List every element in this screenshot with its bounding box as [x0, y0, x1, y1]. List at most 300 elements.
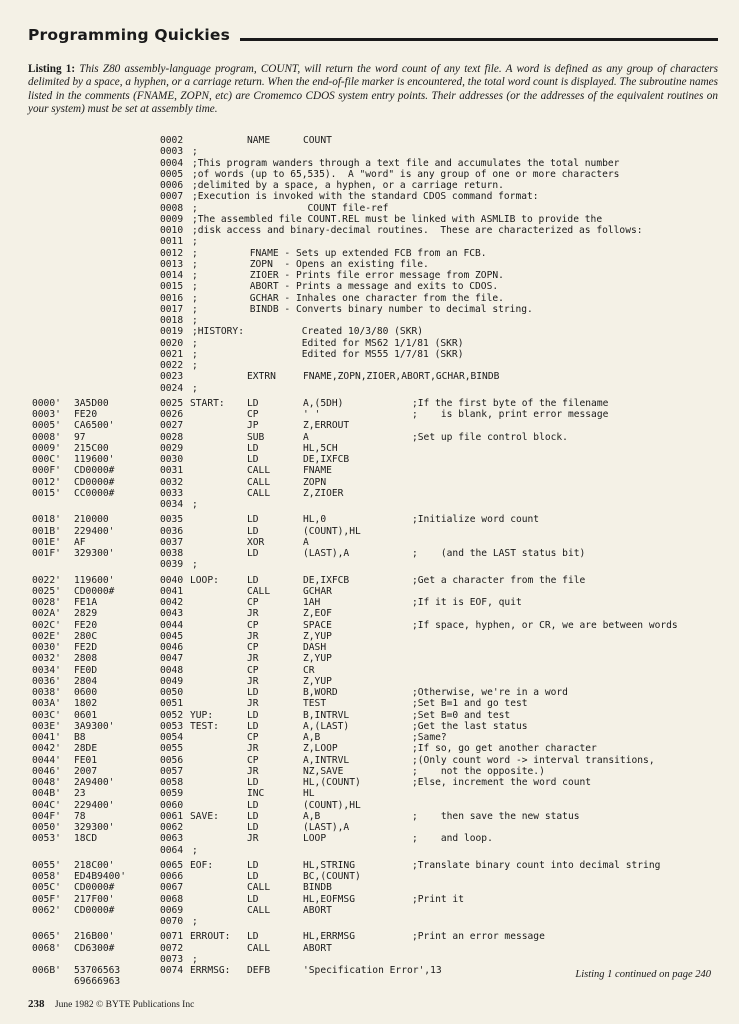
operand-col: ABORT: [303, 942, 332, 954]
address-col: 0036': [32, 675, 61, 687]
operand-col: Z,YUP: [303, 630, 332, 642]
operand-col: A: [303, 536, 309, 548]
opcode-col: CALL: [247, 942, 271, 954]
line-number-col: 0016: [160, 292, 184, 304]
caption-text: This Z80 assembly-language program, COUNT, will return the word count of any text file. A word is defined as any group of characters delimited by a space, a hyphen, or a carriage return. When the end-of-file marker is encountered, the total word count is displayed. The subroutine names listed in the comments (FNAME, ZOPN, etc) are Cromemco CDOS system entry points. Their addresses (or the addresses of the equivalent routines on your system) must be set at assembly time.: [28, 63, 719, 115]
address-col: 0018': [32, 514, 61, 526]
opcode-col: LD: [247, 454, 259, 465]
line-number-col: 0046: [160, 642, 184, 653]
address-col: 0038': [32, 687, 61, 698]
line-number-col: 0002: [160, 135, 184, 146]
comment-col: ;Print it: [412, 893, 464, 905]
comment-col: ;If the first byte of the filename: [412, 397, 609, 409]
code-line: [0, 882, 739, 893]
label-col: ERROUT:: [190, 931, 231, 943]
code-line: [0, 349, 739, 360]
address-col: 0058': [32, 871, 61, 882]
comment-col: ;If so, go get another character: [412, 743, 597, 755]
operand-col: HL,5CH: [303, 442, 338, 454]
opcode-col: LD: [247, 777, 259, 788]
comment-col: ; not the opposite.): [412, 765, 545, 777]
comment-line: ;HISTORY: Created 10/3/80 (SKR): [192, 326, 424, 338]
operand-col: SPACE: [303, 619, 332, 631]
line-number-col: 0052: [160, 709, 184, 721]
address-col: 0050': [32, 822, 61, 833]
operand-col: DASH: [303, 642, 327, 653]
comment-col: ;Get a character from the file: [412, 574, 586, 586]
address-col: 0003': [32, 409, 61, 420]
object-code-col: 3A9300': [74, 720, 115, 732]
opcode-col: LD: [247, 893, 259, 905]
line-number-col: 0013: [160, 258, 184, 270]
line-number-col: 0015: [160, 281, 184, 293]
line-number-col: 0041: [160, 585, 184, 597]
code-line: [0, 514, 739, 525]
operand-col: HL,(COUNT): [303, 777, 361, 788]
line-number-col: 0071: [160, 931, 184, 943]
address-col: 0015': [32, 487, 61, 499]
object-code-col: 218C00': [74, 859, 115, 871]
address-col: 0053': [32, 833, 61, 845]
line-number-col: 0032: [160, 476, 184, 488]
comment-line: ; FNAME - Sets up extended FCB from an FCB.: [192, 247, 487, 259]
code-line: [0, 270, 739, 281]
code-line: [0, 822, 739, 833]
opcode-col: LD: [247, 709, 259, 721]
code-line: [0, 203, 739, 214]
opcode-col: JR: [247, 653, 259, 665]
address-col: 0028': [32, 597, 61, 608]
address-col: 0022': [32, 574, 61, 586]
comment-line: ;: [192, 916, 198, 927]
address-col: 0034': [32, 664, 61, 676]
line-number-col: 0074: [160, 965, 184, 976]
operand-col: HL,STRING: [303, 859, 355, 871]
line-number-col: 0020: [160, 337, 184, 349]
operand-col: A,B: [303, 732, 321, 743]
code-line: [0, 548, 739, 559]
opcode-col: JR: [247, 608, 259, 620]
line-number-col: 0047: [160, 653, 184, 665]
comment-line: ;Execution is invoked with the standard CDOS command format:: [192, 191, 539, 203]
line-number-col: 0062: [160, 822, 184, 833]
line-number-col: 0017: [160, 303, 184, 315]
address-col: 0000': [32, 397, 61, 409]
comment-line: ; Edited for MS55 1/7/81 (SKR): [192, 348, 464, 360]
line-number-col: 0044: [160, 619, 184, 631]
label-col: SAVE:: [190, 810, 219, 822]
comment-line: ;: [192, 953, 198, 965]
address-col: 0012': [32, 476, 61, 488]
opcode-col: CP: [247, 409, 259, 420]
code-line: [0, 135, 739, 146]
opcode-col: JR: [247, 675, 259, 687]
address-col: 001B': [32, 525, 61, 537]
address-col: 0046': [32, 765, 61, 777]
line-number-col: 0063: [160, 833, 184, 845]
opcode-col: JR: [247, 765, 259, 777]
opcode-col: JR: [247, 743, 259, 755]
opcode-col: CALL: [247, 487, 271, 499]
comment-line: ;The assembled file COUNT.REL must be linked with ASMLIB to provide the: [192, 213, 603, 225]
comment-line: ;This program wanders through a text file and accumulates the total number: [192, 157, 620, 169]
line-number-col: 0027: [160, 420, 184, 432]
line-number-col: 0026: [160, 409, 184, 420]
address-col: 005F': [32, 893, 61, 905]
operand-col: ZOPN: [303, 476, 327, 488]
code-line: [0, 169, 739, 180]
opcode-col: LD: [247, 871, 259, 882]
opcode-col: LD: [247, 810, 259, 822]
object-code-col: 3A5D00: [74, 397, 109, 409]
operand-col: (COUNT),HL: [303, 525, 361, 537]
comment-col: ;Set up file control block.: [412, 431, 568, 443]
comment-line: ; GCHAR - Inhales one character from the file.: [192, 292, 504, 304]
operand-col: HL: [303, 788, 315, 800]
address-col: 0042': [32, 743, 61, 755]
object-code-col: FE1A: [74, 597, 98, 608]
address-col: 0025': [32, 585, 61, 597]
object-code-col: CD0000#: [74, 882, 115, 894]
code-line: [0, 146, 739, 157]
line-number-col: 0065: [160, 859, 184, 871]
operand-col: DE,IXFCB: [303, 454, 350, 465]
code-line: [0, 214, 739, 225]
operand-col: A,B: [303, 810, 321, 822]
object-code-col: 78: [74, 810, 86, 822]
line-number-col: 0058: [160, 777, 184, 788]
comment-line: ;delimited by a space, a hyphen, or a carriage return.: [192, 180, 504, 191]
operand-col: NZ,SAVE: [303, 765, 344, 777]
comment-col: ;Else, increment the word count: [412, 777, 592, 788]
address-col: 003C': [32, 709, 61, 721]
address-col: 004B': [32, 788, 61, 800]
comment-line: ;disk access and binary-decimal routines. These are characterized as follows:: [192, 225, 643, 236]
code-line: [0, 360, 739, 371]
opcode-col: LD: [247, 397, 259, 409]
code-line: [0, 833, 739, 844]
opcode-col: CALL: [247, 465, 271, 477]
code-line: [0, 931, 739, 942]
line-number-col: 0033: [160, 487, 184, 499]
comment-line: ;: [192, 499, 198, 510]
operand-col: B,WORD: [303, 687, 338, 698]
code-line: [0, 620, 739, 631]
line-number-col: 0012: [160, 247, 184, 259]
comment-line: ;: [192, 382, 198, 394]
opcode-col: LD: [247, 822, 259, 833]
opcode-col: CP: [247, 664, 259, 676]
opcode-col: CP: [247, 754, 259, 766]
code-line: [0, 698, 739, 709]
code-line: [0, 631, 739, 642]
code-line: [0, 894, 739, 905]
object-code-col: CA6500': [74, 420, 115, 432]
address-col: 004F': [32, 810, 61, 822]
address-col: 0048': [32, 777, 61, 788]
opcode-col: CP: [247, 732, 259, 743]
line-number-col: 0069: [160, 904, 184, 916]
line-number-col: 0037: [160, 536, 184, 548]
line-number-col: 0042: [160, 597, 184, 608]
comment-col: ;If space, hyphen, or CR, we are between words: [412, 619, 678, 631]
line-number-col: 0036: [160, 525, 184, 537]
line-number-col: 0006: [160, 180, 184, 191]
code-line: [0, 676, 739, 687]
address-col: 004C': [32, 799, 61, 811]
object-code-col: 69666963: [74, 976, 121, 988]
line-number-col: 0018: [160, 315, 184, 326]
opcode-col: CALL: [247, 904, 271, 916]
object-code-col: 2007: [74, 765, 98, 777]
line-number-col: 0009: [160, 213, 184, 225]
label-col: YUP:: [190, 709, 214, 721]
line-number-col: 0028: [160, 431, 184, 443]
operand-col: ' ': [303, 409, 321, 420]
opcode-col: LD: [247, 931, 259, 943]
line-number-col: 0059: [160, 788, 184, 800]
comment-line: ; COUNT file-ref: [192, 202, 389, 214]
operand-col: 'Specification Error',13: [303, 965, 442, 976]
code-line: [0, 326, 739, 337]
opcode-col: XOR: [247, 536, 265, 548]
address-col: 0009': [32, 442, 61, 454]
line-number-col: 0035: [160, 514, 184, 526]
opcode-col: LD: [247, 720, 259, 732]
comment-col: ; and loop.: [412, 833, 493, 845]
line-number-col: 0024: [160, 382, 184, 394]
address-col: 002E': [32, 630, 61, 642]
object-code-col: 0600: [74, 687, 98, 698]
operand-col: Z,ZIOER: [303, 487, 344, 499]
object-code-col: CD0000#: [74, 585, 115, 597]
object-code-col: 329300': [74, 548, 115, 559]
code-line: [0, 537, 739, 548]
code-line: [0, 653, 739, 664]
opcode-col: JR: [247, 698, 259, 710]
code-line: [0, 586, 739, 597]
code-line: [0, 954, 739, 965]
code-line: [0, 383, 739, 394]
object-code-col: 229400': [74, 525, 115, 537]
comment-line: ;: [192, 315, 198, 326]
opcode-col: DEFB: [247, 965, 271, 976]
comment-line: ; ZIOER - Prints file error message from ZOPN.: [192, 270, 504, 281]
opcode-col: EXTRN: [247, 371, 276, 383]
line-number-col: 0066: [160, 871, 184, 882]
code-line: [0, 642, 739, 653]
code-line: [0, 315, 739, 326]
object-code-col: 210000: [74, 514, 109, 526]
opcode-col: CALL: [247, 882, 271, 894]
address-col: 0055': [32, 859, 61, 871]
comment-col: ;Translate binary count into decimal string: [412, 859, 661, 871]
label-col: LOOP:: [190, 574, 219, 586]
line-number-col: 0025: [160, 397, 184, 409]
object-code-col: 2804: [74, 675, 98, 687]
opcode-col: LD: [247, 574, 259, 586]
object-code-col: CC0000#: [74, 487, 115, 499]
object-code-col: FE20: [74, 409, 98, 420]
object-code-col: 28DE: [74, 743, 98, 755]
object-code-col: AF: [74, 536, 86, 548]
object-code-col: B8: [74, 732, 86, 743]
line-number-col: 0056: [160, 754, 184, 766]
object-code-col: 0601: [74, 709, 98, 721]
comment-line: ;: [192, 844, 198, 856]
address-col: 003E': [32, 720, 61, 732]
code-line: [0, 293, 739, 304]
object-code-col: 2829: [74, 608, 98, 620]
code-line: [0, 248, 739, 259]
code-line: [0, 665, 739, 676]
line-number-col: 0008: [160, 202, 184, 214]
opcode-col: LD: [247, 548, 259, 559]
operand-col: A,(LAST): [303, 720, 350, 732]
operand-col: GCHAR: [303, 585, 332, 597]
code-line: [0, 860, 739, 871]
line-number-col: 0022: [160, 360, 184, 371]
operand-col: (LAST),A: [303, 822, 350, 833]
opcode-col: INC: [247, 788, 265, 800]
line-number-col: 0040: [160, 574, 184, 586]
operand-col: Z,LOOP: [303, 743, 338, 755]
line-number-col: 0038: [160, 548, 184, 559]
operand-col: HL,ERRMSG: [303, 931, 355, 943]
code-line: [0, 465, 739, 476]
object-code-col: 217F00': [74, 893, 115, 905]
line-number-col: 0072: [160, 942, 184, 954]
code-line: [0, 916, 739, 927]
address-col: 002A': [32, 608, 61, 620]
code-line: [0, 788, 739, 799]
code-line: [0, 371, 739, 382]
address-col: 0005': [32, 420, 61, 432]
caption-label: Listing 1:: [28, 63, 76, 75]
opcode-col: CP: [247, 619, 259, 631]
comment-line: ; ZOPN - Opens an existing file.: [192, 258, 429, 270]
opcode-col: JR: [247, 630, 259, 642]
operand-col: TEST: [303, 698, 327, 710]
object-code-col: FE0D: [74, 664, 98, 676]
opcode-col: JR: [247, 833, 259, 845]
code-line: [0, 777, 739, 788]
code-line: [0, 811, 739, 822]
object-code-col: 280C: [74, 630, 98, 642]
code-line: [0, 191, 739, 202]
line-number-col: 0051: [160, 698, 184, 710]
line-number-col: 0014: [160, 270, 184, 281]
line-number-col: 0053: [160, 720, 184, 732]
line-number-col: 0034: [160, 499, 184, 510]
code-line: [0, 409, 739, 420]
opcode-col: CP: [247, 597, 259, 608]
code-line: [0, 575, 739, 586]
comment-col: ; then save the new status: [412, 810, 580, 822]
address-col: 0068': [32, 942, 61, 954]
operand-col: HL,EOFMSG: [303, 893, 355, 905]
line-number-col: 0061: [160, 810, 184, 822]
code-line: [0, 398, 739, 409]
code-line: [0, 526, 739, 537]
comment-col: ;Set B=1 and go test: [412, 698, 528, 710]
object-code-col: 23: [74, 788, 86, 800]
comment-col: ;If it is EOF, quit: [412, 597, 522, 608]
operand-col: FNAME: [303, 465, 332, 477]
comment-line: ;of words (up to 65,535). A "word" is any group of one or more characters: [192, 168, 620, 180]
header-rule: [240, 38, 718, 41]
object-code-col: CD0000#: [74, 476, 115, 488]
code-line: [0, 755, 739, 766]
line-number-col: 0039: [160, 559, 184, 571]
code-line: [0, 687, 739, 698]
code-line: [0, 338, 739, 349]
operand-col: HL,0: [303, 514, 327, 526]
line-number-col: 0023: [160, 371, 184, 383]
comment-line: ; ABORT - Prints a message and exits to CDOS.: [192, 281, 499, 293]
code-line: [0, 432, 739, 443]
comment-col: ; (and the LAST status bit): [412, 548, 586, 559]
operand-col: Z,ERROUT: [303, 420, 350, 432]
code-line: [0, 477, 739, 488]
line-number-col: 0045: [160, 630, 184, 642]
line-number-col: 0048: [160, 664, 184, 676]
code-line: [0, 845, 739, 856]
address-col: 003A': [32, 698, 61, 710]
label-col: START:: [190, 397, 225, 409]
code-line: [0, 180, 739, 191]
object-code-col: 2A9400': [74, 777, 115, 788]
code-line: [0, 871, 739, 882]
comment-col: ;(Only count word -> interval transitions,: [412, 754, 655, 766]
line-number-col: 0060: [160, 799, 184, 811]
comment-col: ; is blank, print error message: [412, 409, 609, 420]
opcode-col: SUB: [247, 431, 265, 443]
code-line: [0, 559, 739, 570]
code-line: [0, 236, 739, 247]
object-code-col: 119600': [74, 574, 115, 586]
code-line: [0, 743, 739, 754]
code-line: [0, 905, 739, 916]
comment-line: ;: [192, 360, 198, 371]
object-code-col: 18CD: [74, 833, 98, 845]
code-line: [0, 732, 739, 743]
comment-col: ;Print an error message: [412, 931, 545, 943]
address-col: 000C': [32, 454, 61, 465]
object-code-col: 53706563: [74, 965, 121, 976]
address-col: 0065': [32, 931, 61, 943]
line-number-col: 0011: [160, 236, 184, 248]
line-number-col: 0004: [160, 157, 184, 169]
object-code-col: 97: [74, 431, 86, 443]
operand-col: LOOP: [303, 833, 327, 845]
code-line: [0, 488, 739, 499]
code-line: [0, 454, 739, 465]
comment-col: ;Same?: [412, 732, 447, 743]
code-line: [0, 943, 739, 954]
page-footer: [28, 998, 194, 1010]
line-number-col: 0049: [160, 675, 184, 687]
line-number-col: 0003: [160, 146, 184, 158]
code-line: [0, 608, 739, 619]
operand-col: A,INTRVL: [303, 754, 350, 766]
comment-col: ;Initialize word count: [412, 514, 540, 526]
object-code-col: 229400': [74, 799, 115, 811]
comment-col: ;Set B=0 and test: [412, 709, 511, 721]
footer-text: June 1982 © BYTE Publications Inc: [54, 1000, 195, 1010]
object-code-col: CD0000#: [74, 904, 115, 916]
line-number-col: 0064: [160, 844, 184, 856]
